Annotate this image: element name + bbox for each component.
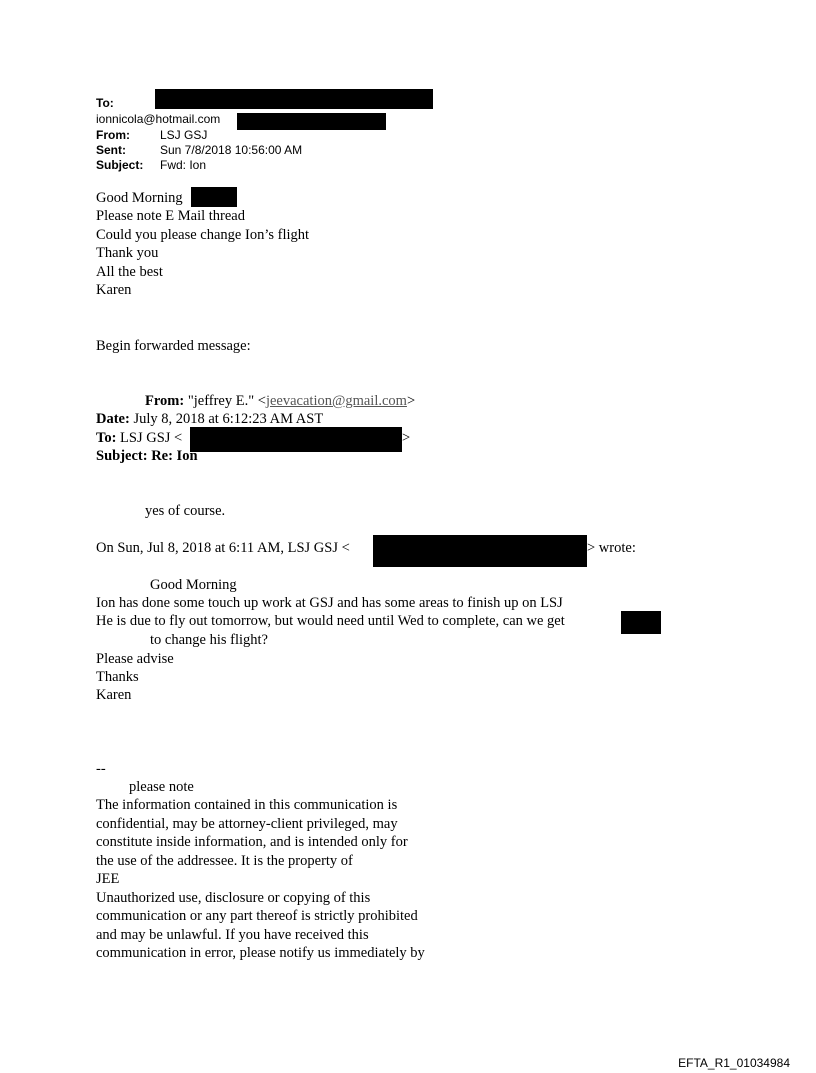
disclaimer-line: and may be unlawful. If you have received this <box>96 927 369 943</box>
fwd-to-close: > <box>402 430 411 446</box>
header-sent-row <box>96 143 302 158</box>
quoted-line: to change his flight? <box>150 632 268 648</box>
quoted-intro-suffix: > wrote: <box>587 540 636 556</box>
fwd-from-label: From: <box>145 393 185 409</box>
disclaimer-line: the use of the addressee. It is the property of <box>96 853 353 869</box>
fwd-reply-text: yes of course. <box>145 503 226 519</box>
quoted-signature: Karen <box>96 687 132 703</box>
header-from-row <box>96 128 207 143</box>
to-trailing-mark: ; <box>430 96 434 110</box>
document-id: EFTA_R1_01034984 <box>678 1056 790 1070</box>
fwd-from-row <box>145 392 415 411</box>
redaction-block <box>373 535 587 567</box>
redaction-block <box>190 427 402 452</box>
disclaimer-heading: please note <box>129 779 194 795</box>
fwd-subject-value: Re: Ion <box>151 448 198 464</box>
disclaimer-line: communication in error, please notify us immediately by <box>96 945 425 961</box>
quoted-line: Thanks <box>96 669 139 685</box>
subject-label: Subject: <box>96 158 144 172</box>
fwd-from-name: "jeffrey E." < <box>187 393 266 409</box>
body-greeting: Good Morning <box>96 190 183 206</box>
disclaimer-line: confidential, may be attorney-client privileged, may <box>96 816 398 832</box>
fwd-date-value: July 8, 2018 at 6:12:23 AM AST <box>133 411 324 427</box>
fwd-subject-label: Subject: <box>96 448 148 464</box>
header-to-row <box>96 96 114 111</box>
disclaimer-line: JEE <box>96 871 120 887</box>
fwd-to-row <box>96 429 182 448</box>
fwd-to-value: LSJ GSJ < <box>120 430 183 446</box>
fwd-date-label: Date: <box>96 411 130 427</box>
subject-value: Fwd: Ion <box>160 158 207 172</box>
redaction-block <box>237 113 386 130</box>
disclaimer-line: The information contained in this communication is <box>96 797 398 813</box>
sent-label: Sent: <box>96 143 126 157</box>
forward-intro: Begin forwarded message: <box>96 338 251 354</box>
redaction-block <box>621 611 661 634</box>
fwd-subject-row <box>96 447 198 466</box>
quoted-line: Ion has done some touch up work at GSJ and has some areas to finish up on LSJ <box>96 595 563 611</box>
redaction-block <box>191 187 237 207</box>
body-signature: Karen <box>96 282 132 298</box>
from-label: From: <box>96 128 130 142</box>
sent-value: Sun 7/8/2018 10:56:00 AM <box>160 143 303 157</box>
fwd-date-row <box>96 410 323 429</box>
quoted-greeting: Good Morning <box>150 577 237 593</box>
body-line: Thank you <box>96 245 159 261</box>
quoted-line: Please advise <box>96 651 174 667</box>
disclaimer-line: communication or any part thereof is strictly prohibited <box>96 908 418 924</box>
header-cc-row <box>96 112 220 127</box>
from-value: LSJ GSJ <box>160 128 208 142</box>
body-line: Could you please change Ion’s flight <box>96 227 310 243</box>
fwd-to-label: To: <box>96 430 117 446</box>
body-line: All the best <box>96 264 163 280</box>
fwd-from-email-link[interactable]: jeevacation@gmail.com <box>265 393 407 409</box>
quoted-line: He is due to fly out tomorrow, but would need until Wed to complete, can we get <box>96 613 565 629</box>
header-subject-row <box>96 158 206 173</box>
body-line: Please note E Mail thread <box>96 208 245 224</box>
disclaimer-line: Unauthorized use, disclosure or copying of this <box>96 890 371 906</box>
fwd-from-close: > <box>406 393 416 409</box>
disclaimer-line: constitute inside information, and is intended only for <box>96 834 408 850</box>
quoted-intro-prefix: On Sun, Jul 8, 2018 at 6:11 AM, LSJ GSJ < <box>96 540 350 556</box>
redaction-block <box>155 89 433 109</box>
cc-email: ionnicola@hotmail.com <box>96 112 221 126</box>
signature-separator: -- <box>96 761 106 777</box>
to-label: To: <box>96 96 114 110</box>
